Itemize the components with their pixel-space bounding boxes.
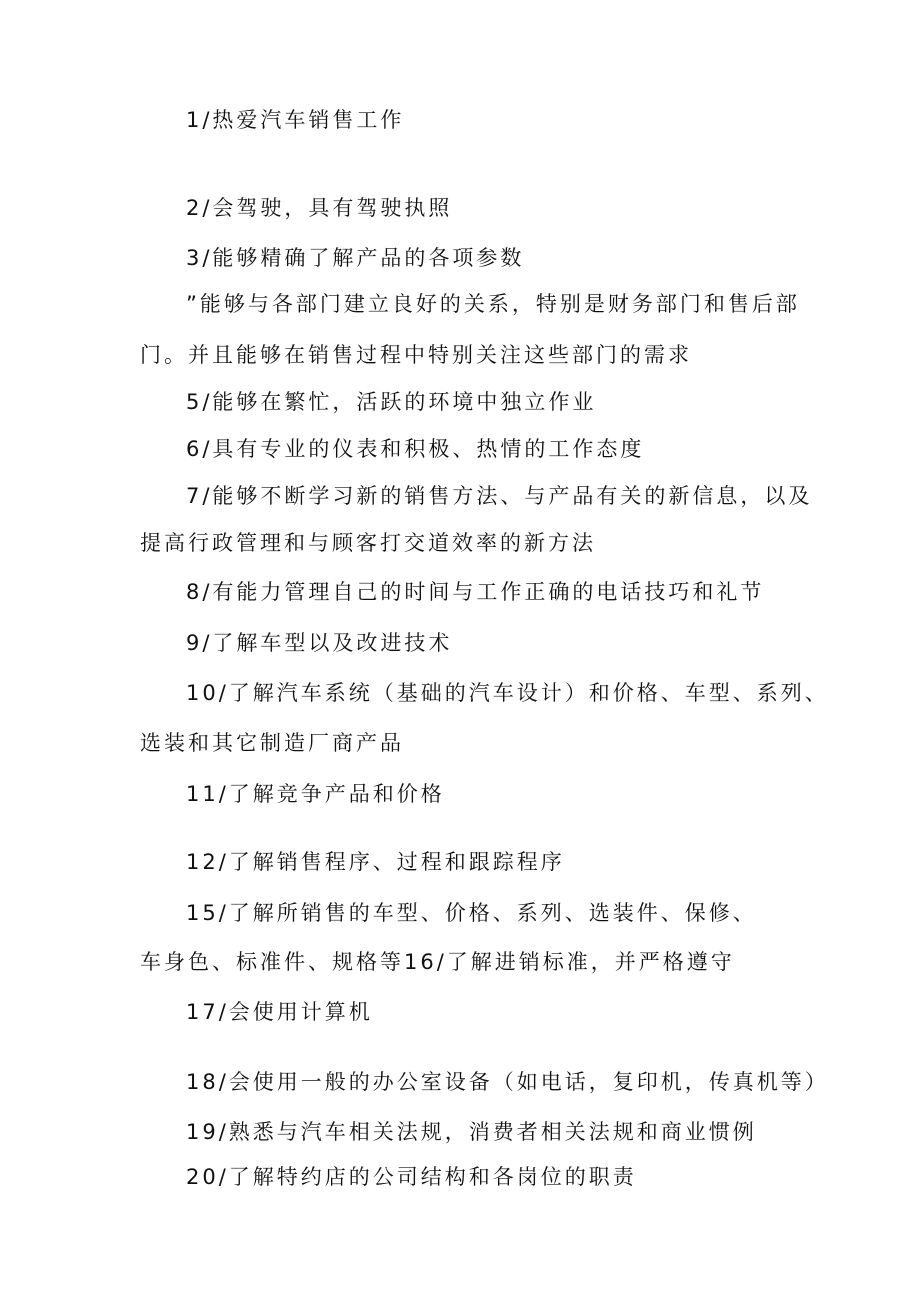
requirement-17: 17/会使用计算机 <box>186 1000 373 1024</box>
requirement-8: 8/有能力管理自己的时间与工作正确的电话技巧和礼节 <box>186 580 765 604</box>
requirement-15: 15/了解所销售的车型、价格、系列、选装件、保修、 <box>186 901 757 925</box>
requirement-7-line-2: 提高行政管理和与顾客打交道效率的新方法 <box>140 531 596 555</box>
requirement-9: 9/了解车型以及改进技术 <box>186 631 453 655</box>
requirement-1: 1/热爱汽车销售工作 <box>186 108 405 132</box>
requirement-4-line-2: 门。并且能够在销售过程中特别关注这些部门的需求 <box>140 343 692 367</box>
requirement-11: 11/了解竞争产品和价格 <box>186 782 445 806</box>
requirement-10-line-2: 选装和其它制造厂商产品 <box>140 731 404 755</box>
requirement-20: 20/了解特约店的公司结构和各岗位的职责 <box>186 1165 637 1189</box>
requirement-18: 18/会使用一般的办公室设备（如电话，复印机，传真机等） <box>186 1070 829 1094</box>
requirement-19: 19/熟悉与汽车相关法规，消费者相关法规和商业惯例 <box>186 1120 757 1144</box>
requirement-6: 6/具有专业的仪表和积极、热情的工作态度 <box>186 437 645 461</box>
requirement-5: 5/能够在繁忙，活跃的环境中独立作业 <box>186 390 597 414</box>
requirement-4-line-1: ”能够与各部门建立良好的关系，特别是财务部门和售后部 <box>186 292 800 316</box>
requirement-10-line-1: 10/了解汽车系统（基础的汽车设计）和价格、车型、系列、 <box>186 681 829 705</box>
requirement-15-line-2: 车身色、标准件、规格等16/了解进销标准，并严格遵守 <box>140 950 735 974</box>
requirement-2: 2/会驾驶，具有驾驶执照 <box>186 196 453 220</box>
requirement-7-line-1: 7/能够不断学习新的销售方法、与产品有关的新信息，以及 <box>186 484 813 508</box>
requirement-3: 3/能够精确了解产品的各项参数 <box>186 246 525 270</box>
requirement-12: 12/了解销售程序、过程和跟踪程序 <box>186 850 565 874</box>
